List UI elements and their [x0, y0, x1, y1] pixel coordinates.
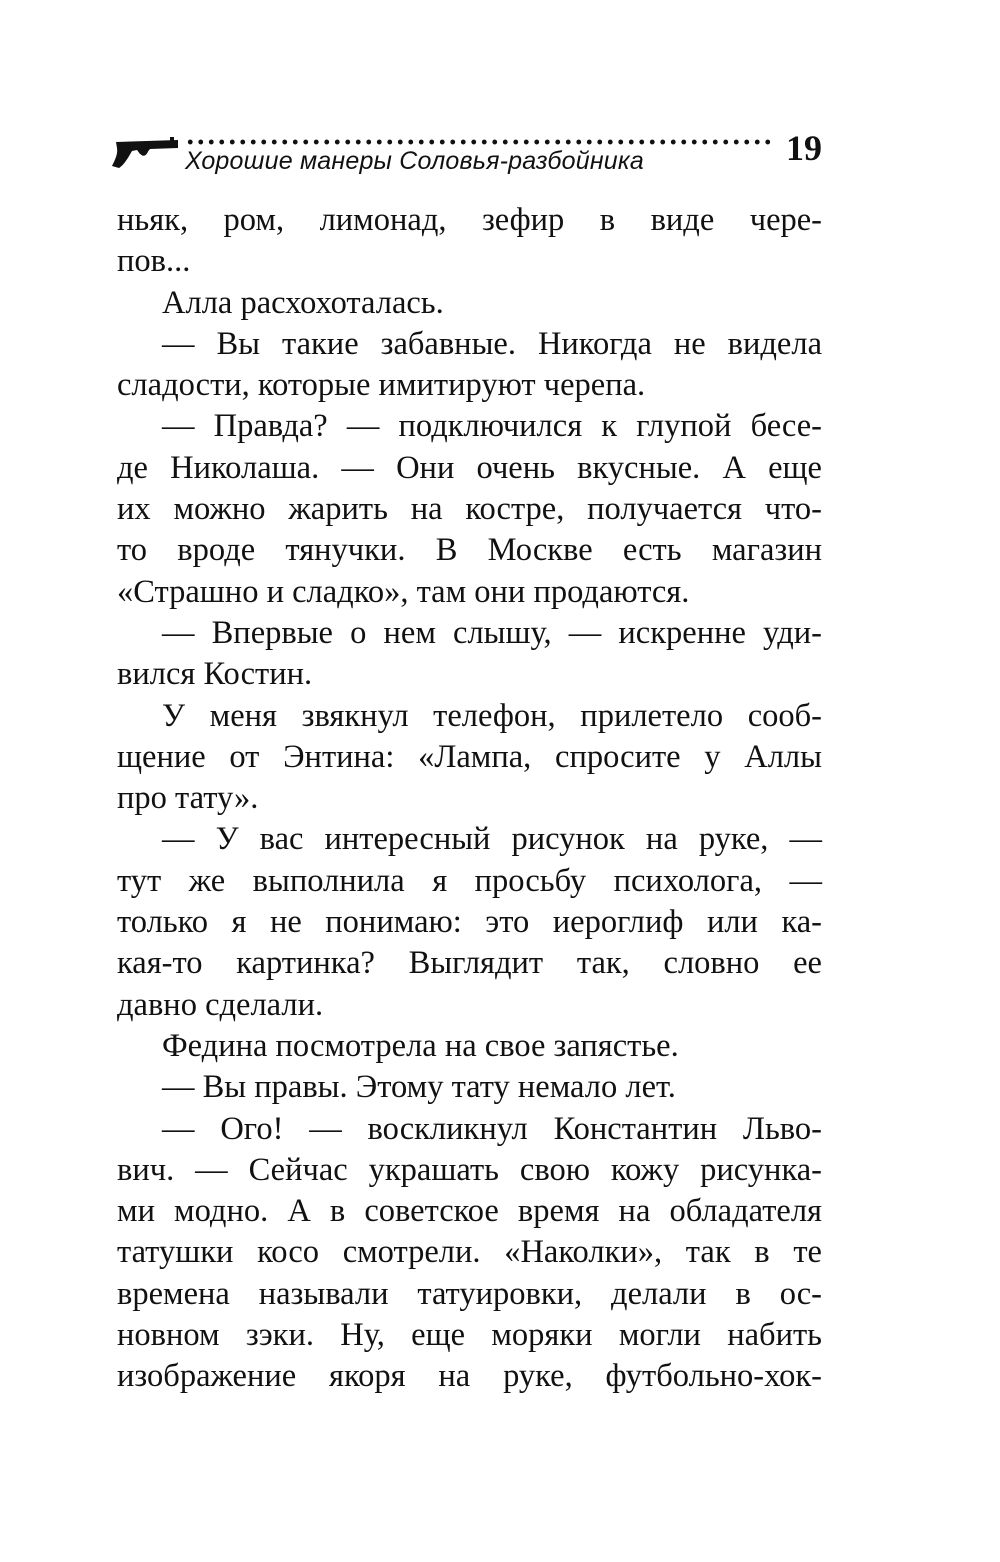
- text-line: — Вы правы. Этому тату немало лет.: [162, 1069, 676, 1106]
- dotted-leader: [185, 138, 775, 146]
- text-line: пов...: [117, 243, 191, 280]
- text-line: вич. — Сейчас украшать свою кожу рисунка-: [117, 1151, 822, 1188]
- body-text: [117, 200, 822, 1398]
- text-line: новном зэки. Ну, еще моряки могли набить: [117, 1317, 822, 1354]
- text-line: то вроде тянучки. В Москве есть магазин: [117, 532, 822, 569]
- text-line: — Правда? — подключился к глупой бесе-: [162, 408, 822, 445]
- text-line: изображение якоря на руке, футбольно-хок-: [117, 1358, 822, 1395]
- text-line: Федина посмотрела на свое запястье.: [162, 1027, 679, 1064]
- text-line: Алла расхохоталась.: [162, 284, 444, 321]
- text-line: У меня звякнул телефон, прилетело сооб-: [162, 697, 822, 734]
- text-line: татушки косо смотрели. «Наколки», так в те: [117, 1234, 822, 1271]
- text-line: — Впервые о нем слышу, — искренне уди-: [162, 614, 822, 651]
- page-number: 19: [786, 128, 822, 168]
- text-line: тут же выполнила я просьбу психолога, —: [117, 862, 822, 899]
- text-line: их можно жарить на костре, получается что-: [117, 491, 822, 528]
- text-line: только я не понимаю: это иероглиф или ка-: [117, 904, 822, 941]
- text-line: про тату».: [117, 780, 259, 817]
- text-line: — У вас интересный рисунок на руке, —: [162, 821, 822, 858]
- text-line: ми модно. А в советское время на обладателя: [117, 1193, 822, 1230]
- text-line: времена называли татуировки, делали в ос-: [117, 1275, 822, 1312]
- text-line: — Ого! — воскликнул Константин Льво-: [162, 1110, 822, 1147]
- running-title: Хорошие манеры Соловья-разбойника: [185, 147, 645, 175]
- text-line: ньяк, ром, лимонад, зефир в виде чере-: [117, 202, 822, 238]
- text-line: де Николаша. — Они очень вкусные. А еще: [117, 449, 822, 486]
- text-line: «Страшно и сладко», там они продаются.: [117, 573, 690, 610]
- text-line: вился Костин.: [117, 656, 313, 693]
- running-header: [110, 118, 830, 188]
- text-line: кая-то картинка? Выглядит так, словно ее: [117, 945, 822, 982]
- text-line: щение от Энтина: «Лампа, спросите у Аллы: [117, 738, 822, 775]
- text-line: давно сделали.: [117, 986, 324, 1023]
- text-line: сладости, которые имитируют черепа.: [117, 367, 646, 404]
- text-line: — Вы такие забавные. Никогда не видела: [162, 325, 822, 362]
- pistol-icon: [110, 128, 185, 168]
